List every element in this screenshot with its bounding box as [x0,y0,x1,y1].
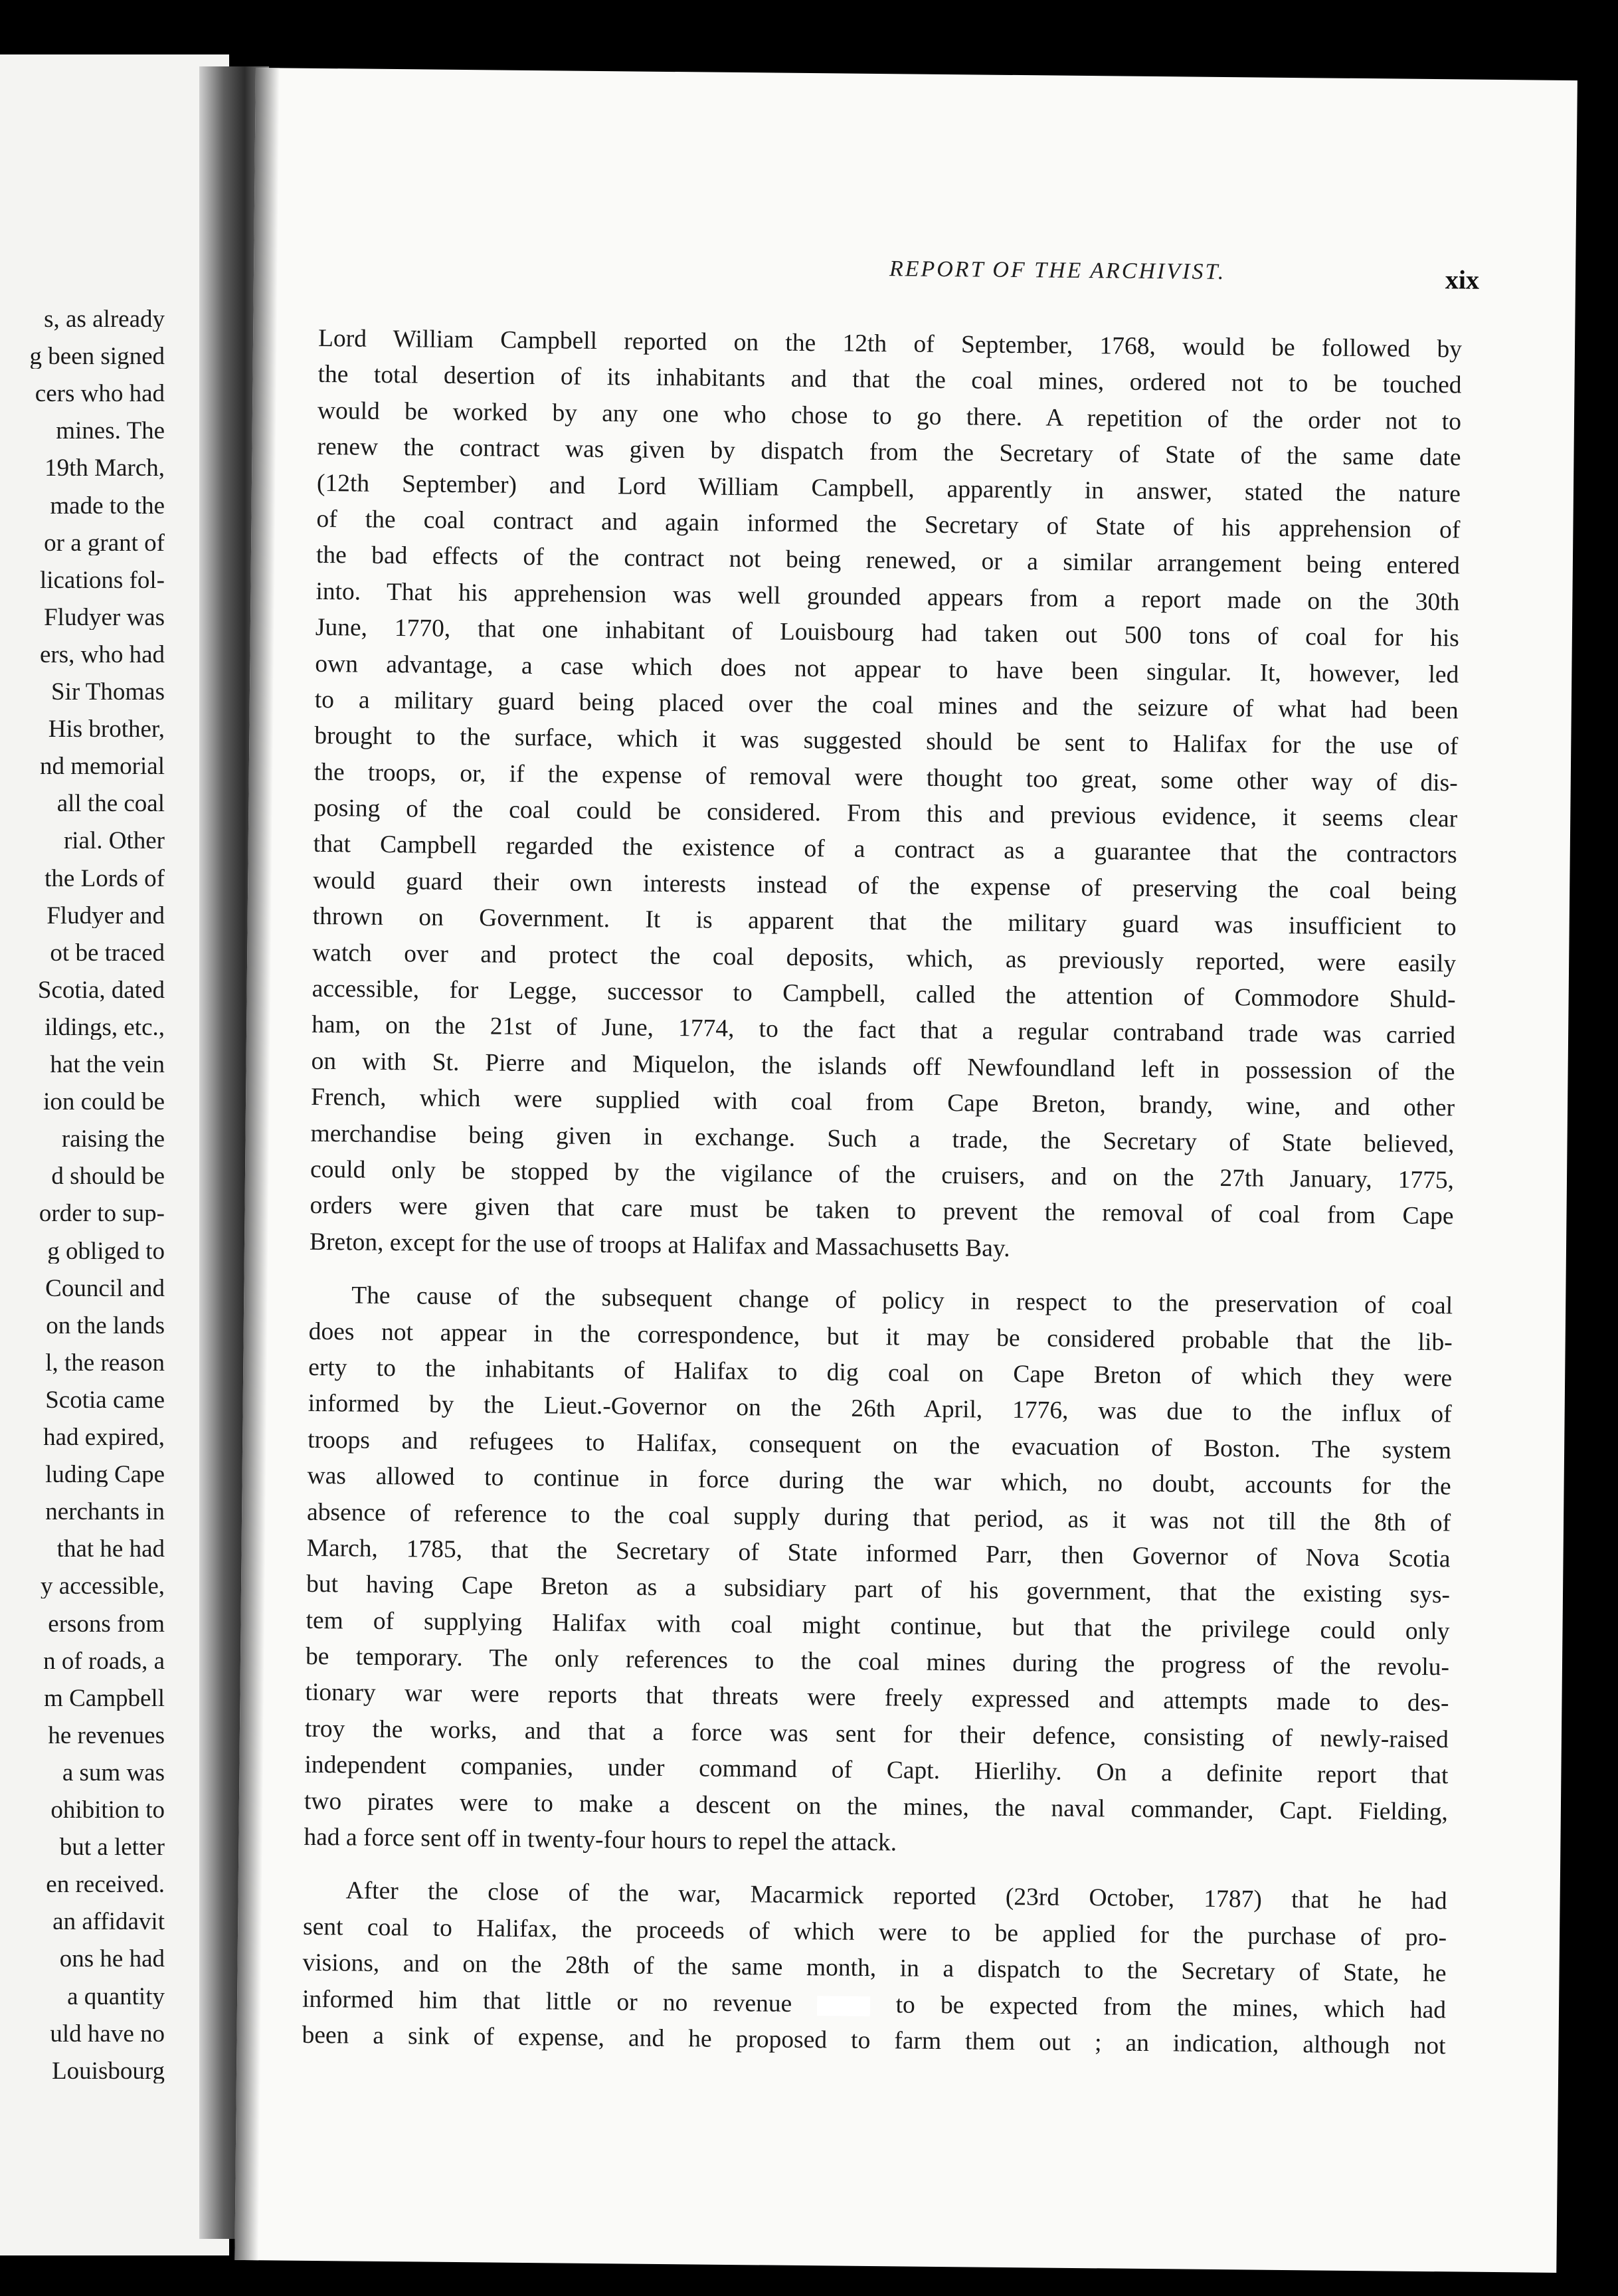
current-page [234,68,1577,2273]
text-line: two pirates were to make a descent on the mines, the naval commander, Capt. Fielding, [304,1787,1449,1826]
previous-page-line: ons he had [59,1947,165,1972]
previous-page-line: ion could be [43,1090,165,1115]
paragraph [302,1873,1447,2064]
text-line: could only be stopped by the vigilance of the cruisers, and on the 27th January, 1775, [310,1155,1455,1195]
text-line: the troops, or, if the expense of removal were thought too great, some other way of dis- [314,758,1458,797]
text-line: March, 1785, that the Secretary of State informed Parr, then Governor of Nova Scotia [306,1534,1451,1573]
previous-page-line: Scotia, dated [37,977,165,1003]
text-line: had a force sent off in twenty-four hours to repel the attack. [304,1823,897,1857]
text-line: the total desertion of its inhabitants and that the coal mines, ordered not to be touched [317,361,1462,399]
previous-page-line: a sum was [62,1760,165,1785]
previous-page-line: luding Cape [45,1462,165,1487]
previous-page-line: ot be traced [50,940,165,965]
text-line: the bad effects of the contract not being renewed, or a similar arrangement being entered [315,541,1461,580]
text-line: but having Cape Breton as a subsidiary part of his government, that the existing sys- [306,1571,1451,1609]
previous-page-line: had expired, [43,1425,165,1450]
previous-page-line: y accessible, [41,1574,165,1599]
text-line: own advantage, a case which does not appear to have been singular. It, however, led [315,650,1459,688]
text-line: be temporary. The only references to the coal mines during the progress of the revolu- [305,1642,1450,1681]
previous-page-line: or a grant of [44,530,165,555]
previous-page-line: His brother, [48,717,165,742]
previous-page-line: raising the [61,1127,165,1152]
text-line: French, which were supplied with coal from Cape Breton, brandy, wine, and other [310,1084,1455,1122]
text-line: troops and refugees to Halifax, consequent on the evacuation of Boston. The system [307,1426,1452,1465]
text-line: After the close of the war, Macarmick reported (23rd October, 1787) that he had [345,1877,1447,1915]
previous-page-line: rial. Other [63,828,165,854]
text-line: posing of the coal could be considered. From this and previous evidence, it seems clear [314,794,1458,833]
previous-page-line: made to the [50,493,165,518]
text-line: thrown on Government. It is apparent that the military guard was insufficient to [312,903,1457,941]
text-line: of the coal contract and again informed the Secretary of State of his apprehension of [316,505,1461,544]
text-line: would guard their own interests instead of the expense of preserving the coal being [313,866,1457,906]
previous-page-line: an affidavit [52,1909,165,1935]
previous-page-line: 19th March, [45,456,165,481]
previous-page-line: ersons from [48,1611,165,1636]
previous-page-line: all the coal [56,791,165,816]
previous-page-line: but a letter [59,1835,165,1860]
previous-page-line: s, as already [44,307,165,332]
previous-page-line: he revenues [48,1723,165,1748]
text-line: troy the works, and that a force was sent for their defence, consisting of newly-raised [304,1715,1449,1754]
previous-page-line: that he had [56,1537,165,1562]
previous-page-line: Fludyer was [44,605,165,630]
paragraph [304,1278,1453,1867]
text-line: ham, on the 21st of June, 1774, to the fact that a regular contraband trade was carried [311,1011,1456,1050]
text-line: watch over and protect the coal deposits, which, as previously reported, were easily [312,939,1457,978]
page-number: xix [1445,264,1480,295]
text-line: on with St. Pierre and Miquelon, the islands off Newfoundland left in possession of the [311,1047,1455,1086]
previous-page-line: n of roads, a [43,1648,165,1674]
text-line: tionary war were reports that threats were freely expressed and attempts made to des- [305,1679,1449,1717]
paragraph [310,321,1462,1272]
previous-page-line: nerchants in [45,1499,165,1525]
text-line: Lord William Campbell reported on the 12th of September, 1768, would be followed by [317,324,1463,363]
previous-page-line: Fludyer and [46,903,165,928]
body-text [302,321,1462,2065]
previous-page-line: Sir Thomas [51,680,165,704]
text-fragment: to be expected from the mines, which had [895,1990,1447,2024]
running-header: REPORT OF THE ARCHIVIST. [889,256,1226,285]
text-line: visions, and on the 28th of the same month, in a dispatch to the Secretary of State, he [302,1949,1447,1988]
text-line: (12th September) and Lord William Campbell, apparently in answer, stated the nature [316,469,1461,508]
previous-page-line: ohibition to [50,1798,165,1822]
text-line: was allowed to continue in force during the war which, no doubt, accounts for the [307,1462,1451,1501]
text-line: sent coal to Halifax, the proceeds of which were to be applied for the purchase of pro- [302,1913,1447,1952]
previous-page-line: g been signed [29,344,165,369]
previous-page-line: g obliged to [47,1238,165,1264]
previous-page-line: nd memorial [39,754,165,779]
previous-page-line: order to sup- [39,1201,165,1226]
text-line: brought to the surface, which it was suggested should be sent to Halifax for the use of [314,722,1459,761]
text-line: Breton, except for the use of troops at Halifax and Massachusetts Bay. [309,1228,1010,1262]
previous-page-line: ildings, etc., [45,1014,165,1040]
text-line: independent companies, under command of Capt. Hierlihy. On a definite report that [304,1751,1449,1790]
text-fragment: informed him that little or no revenue [302,1985,792,2018]
previous-page-line: Scotia came [45,1387,165,1412]
text-line: informed by the Lieut.-Governor on the 26th April, 1776, was due to the influx of [308,1390,1452,1428]
text-line: June, 1770, that one inhabitant of Louisbourg had taken out 500 tons of coal for his [315,614,1460,652]
previous-page-line: uld have no [50,2021,165,2046]
text-line: to a military guard being placed over the coal mines and the seizure of what had been [314,686,1459,725]
text-line: accessible, for Legge, successor to Campbell, called the attention of Commodore Shuld- [312,975,1456,1014]
text-line: renew the contract was given by dispatch from the Secretary of State of the same date [317,433,1461,472]
previous-page-line: on the lands [46,1313,165,1338]
previous-page-line: cers who had [35,381,165,407]
ink-smudge [817,1996,870,2016]
text-line: does not appear in the correspondence, but it may be considered probable that the lib- [308,1317,1453,1356]
previous-page-line: a quantity [67,1984,165,2009]
text-line: The cause of the subsequent change of policy in respect to the preservation of coal [351,1282,1453,1320]
text-line: orders were given that care must be taken to prevent the removal of coal from Cape [310,1192,1454,1230]
text-line: erty to the inhabitants of Halifax to dig coal on Cape Breton of which they were [308,1353,1453,1392]
previous-page-line: en received. [46,1872,165,1897]
previous-page-line: l, the reason [45,1350,165,1375]
previous-page-line: Council and [45,1276,165,1301]
text-line: been a sink of expense, and he proposed to farm them out ; an indication, although not [302,2021,1446,2060]
text-line: merchandise being given in exchange. Such a trade, the Secretary of State believed, [310,1119,1455,1158]
text-line: would be worked by any one who chose to go there. A repetition of the order not to [317,397,1462,436]
previous-page-line: lications fol- [39,567,165,593]
text-line: tem of supplying Halifax with coal might continue, but that the privilege could only [306,1606,1450,1646]
previous-page-line: ers, who had [39,642,165,667]
previous-page-line: mines. The [56,419,165,444]
previous-page-line: d should be [51,1164,165,1189]
previous-page-line: hat the vein [50,1052,165,1077]
previous-page-line: Louisbourg [52,2058,165,2083]
previous-page-line: m Campbell [44,1685,165,1711]
text-line: absence of reference to the coal supply during that period, as it was not till the 8th of [306,1498,1451,1537]
previous-page-line: the Lords of [45,866,165,891]
text-line: into. That his apprehension was well grounded appears from a report made on the 30th [315,577,1460,617]
text-line: that Campbell regarded the existence of a contract as a guarantee that the contractors [313,830,1457,869]
